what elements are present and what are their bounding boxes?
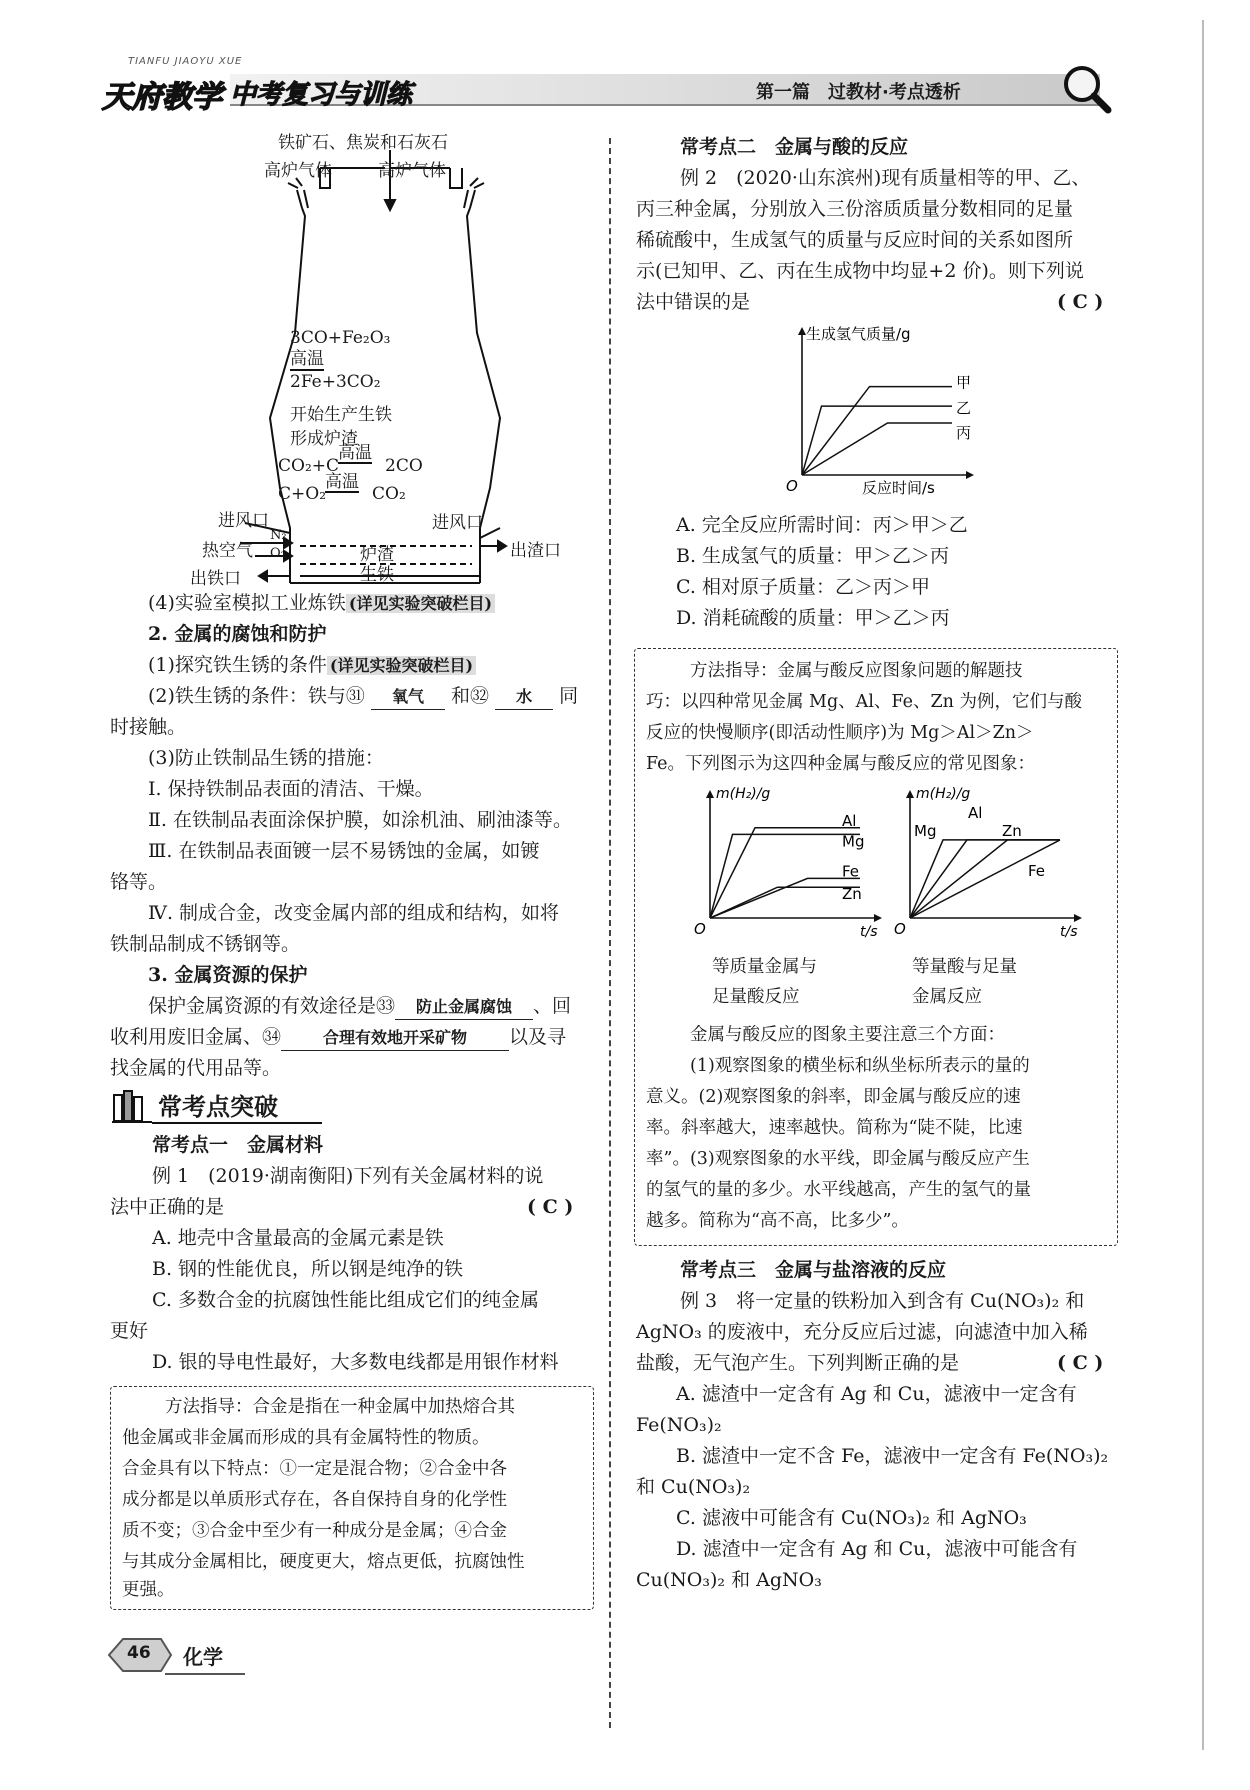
corrosion-p1-text: (1)探究铁生锈的条件 [148, 654, 327, 676]
series-label-2: 丙 [956, 424, 972, 442]
o2-label: O₂ [270, 546, 286, 561]
books-icon [112, 1089, 152, 1123]
furnace-gas-right: 高炉气体 [378, 161, 446, 181]
guide1-line-6: 与其成分金属相比，硬度更大，熔点更低，抗腐蚀性 [122, 1552, 525, 1572]
guide2-line-8: 率。斜率越大，速率越快。简称为“陡不陡，比速 [646, 1118, 1023, 1138]
ex1-option-b: B. 钢的性能优良，所以钢是纯净的铁 [152, 1258, 464, 1280]
hot-air-label: 热空气 [202, 541, 253, 561]
guide2-line-1: 方法指导：金属与酸反应图象问题的解题技 [690, 661, 1023, 681]
resources-line-2 [110, 1022, 566, 1053]
item-4-text: (4)实验室模拟工业炼铁 [148, 592, 346, 614]
y-axis-arrow [706, 790, 714, 798]
section-heading-text: 常考点突破 [158, 1093, 278, 1121]
guide2-line-6: (1)观察图象的横坐标和纵坐标所表示的量的 [690, 1056, 1030, 1076]
footer-rule [165, 1673, 245, 1675]
origin-label: O [694, 920, 706, 938]
series-line-2 [710, 878, 860, 918]
right-edge-rule [1202, 20, 1204, 1750]
eq2-products: 2CO [385, 456, 423, 476]
section-heading [112, 1085, 322, 1125]
ex3-option-d2: Cu(NO₃)₂ 和 AgNO₃ [636, 1569, 822, 1591]
ex3-stem-3: 盐酸，无气泡产生。下列判断正确的是 [636, 1352, 960, 1374]
series-line-1 [710, 834, 860, 918]
section-title: 第一篇 过教材·考点透析 [756, 82, 961, 103]
series-label-1: Mg [842, 832, 865, 851]
series-line-1 [802, 406, 952, 475]
guide2-line-4: Fe。下列图示为这四种金属与酸反应的常见图象： [646, 754, 1036, 774]
y-axis-label: m(H₂)/g [916, 786, 971, 802]
section-heading-rule [152, 1122, 322, 1124]
guide1-line-7: 更强。 [122, 1580, 175, 1600]
guide2-line-5: 金属与酸反应的图象主要注意三个方面： [690, 1025, 1005, 1045]
ex3-option-a2: Fe(NO₃)₂ [636, 1414, 722, 1436]
series-label-2: Zn [1002, 821, 1022, 840]
heading-resources: 3. 金属资源的保护 [148, 964, 308, 986]
resources-1a: 保护金属资源的有效途径是㉝ [148, 995, 396, 1017]
ex1-answer: ( C ) [527, 1196, 574, 1218]
corrosion-p2-cont: 时接触。 [110, 716, 187, 738]
ex1-option-c1: C. 多数合金的抗腐蚀性能比组成它们的纯金属 [152, 1289, 539, 1311]
furnace-top-label: 铁矿石、焦炭和石灰石 [278, 133, 448, 153]
resources-1b: 、回 [533, 995, 572, 1017]
guide2-line-7: 意义。(2)观察图象的斜率，即金属与酸反应的速 [646, 1087, 1021, 1107]
ex2-option-a: A. 完全反应所需时间：丙＞甲＞乙 [676, 514, 968, 536]
page-footer [105, 1635, 245, 1677]
x-axis-arrow [874, 914, 882, 922]
ex3-option-a1: A. 滤渣中一定含有 Ag 和 Cu，滤液中一定含有 [676, 1383, 1077, 1405]
ex1-stem-1: 例 1 (2019·湖南衡阳)下列有关金属材料的说 [152, 1165, 544, 1187]
page-header [80, 56, 1130, 115]
example2-chart [780, 325, 1020, 515]
heading-corrosion: 2. 金属的腐蚀和防护 [148, 623, 327, 645]
eq3-reactants: C+O₂ [278, 484, 327, 504]
x-axis-arrow [966, 471, 974, 479]
eq1-products: 2Fe+3CO₂ [290, 372, 381, 392]
series-label-1: 乙 [956, 399, 972, 418]
measure-3a: Ⅲ. 在铁制品表面镀一层不易锈蚀的金属，如镀 [148, 840, 540, 862]
ex3-option-b1: B. 滤渣中一定不含 Fe，滤液中一定含有 Fe(NO₃)₂ [676, 1445, 1109, 1467]
blast-furnace-diagram [180, 128, 600, 593]
guide2-line-3: 反应的快慢顺序(即活动性顺序)为 Mg＞Al＞Zn＞ [646, 723, 1034, 743]
series-line-0 [710, 828, 860, 918]
caption-2-line-1: 等量酸与足量 [912, 957, 1017, 977]
ex3-stem-1: 例 3 将一定量的铁粉加入到含有 Cu(NO₃)₂ 和 [680, 1290, 1085, 1312]
brand-small: TIANFU JIAOYU XUE [128, 56, 243, 67]
kp2-title: 常考点二 金属与酸的反应 [680, 136, 909, 158]
equal-acid-chart [890, 780, 1090, 955]
equal-metal-chart [690, 780, 890, 955]
answer-34: 合理有效地开采矿物 [281, 1026, 509, 1051]
furnace-note-2: 形成炉渣 [290, 429, 358, 449]
ex2-stem-1: 例 2 (2020·山东滨州)现有质量相等的甲、乙、 [680, 167, 1091, 189]
x-axis-label: 反应时间/s [862, 479, 935, 497]
inlet-left-label: 进风口 [218, 511, 269, 531]
inlet-right-label: 进风口 [432, 513, 483, 533]
eq2-condition: 高温 [338, 443, 372, 463]
iron-exit-label: 出铁口 [190, 569, 241, 589]
corrosion-p2-b: 和㉜ [451, 685, 490, 707]
y-axis-arrow [798, 327, 806, 335]
guide2-line-11: 越多。简称为“高不高，比多少”。 [646, 1211, 909, 1231]
guide2-line-9: 率”。(3)观察图象的水平线，即金属与酸反应产生 [646, 1149, 1030, 1169]
ex2-stem-4: 示(已知甲、乙、丙在生成物中均显+2 价)。则下列说 [636, 260, 1084, 282]
ex2-option-c: C. 相对原子质量：乙＞丙＞甲 [676, 576, 930, 598]
series-label-0: Al [842, 811, 857, 830]
magnifier-icon [1060, 62, 1116, 114]
guide2-line-10: 的氢气的量的多少。水平线越高，产生的氢气的量 [646, 1180, 1031, 1200]
ex3-answer: ( C ) [1057, 1352, 1104, 1374]
kp3-title: 常考点三 金属与盐溶液的反应 [680, 1259, 947, 1281]
corrosion-p2-a: (2)铁生锈的条件：铁与㉛ [148, 685, 365, 707]
furnace-gas-left: 高炉气体 [264, 161, 332, 181]
ex1-option-c2: 更好 [110, 1320, 149, 1342]
resources-2b: 以及寻 [509, 1026, 567, 1048]
x-axis-label: t/s [1060, 924, 1078, 940]
resources-line-1 [148, 991, 571, 1022]
ex3-stem-2: AgNO₃ 的废液中，充分反应后过滤，向滤渣中加入稀 [636, 1321, 1088, 1343]
answer-33: 防止金属腐蚀 [395, 995, 533, 1020]
measure-1: Ⅰ. 保持铁制品表面的清洁、干燥。 [148, 778, 434, 800]
origin-label: O [894, 920, 906, 938]
measure-2: Ⅱ. 在铁制品表面涂保护膜，如涂机油、刷油漆等。 [148, 809, 572, 831]
caption-2-line-2: 金属反应 [912, 987, 982, 1007]
ex2-stem-2: 丙三种金属，分别放入三份溶质质量分数相同的足量 [636, 198, 1074, 220]
item-4-tag: (详见实验突破栏目) [346, 594, 495, 613]
pig-iron-label: 生铁 [360, 565, 394, 585]
ex1-stem-2: 法中正确的是 [110, 1196, 225, 1218]
series-label-0: 甲 [956, 373, 972, 392]
corrosion-p1-tag: (详见实验突破栏目) [327, 656, 476, 675]
brand-logo: 天府教学 [102, 80, 222, 115]
caption-1-line-1: 等质量金属与 [712, 957, 817, 977]
guide1-line-1-text: 方法指导：合金是指在一种金属中加热熔合其 [165, 1397, 515, 1417]
guide1-line-3: 合金具有以下特点：①一定是混合物；②合金中各 [122, 1459, 507, 1479]
slag-exit-label: 出渣口 [510, 541, 561, 561]
guide1-line-5: 质不变；③合金中至少有一种成分是金属；④合金 [122, 1521, 507, 1541]
y-axis-arrow [906, 790, 914, 798]
ex2-option-b: B. 生成氢气的质量：甲＞乙＞丙 [676, 545, 950, 567]
y-axis-label: 生成氢气质量/g [806, 325, 911, 343]
guide1-line-1 [165, 1392, 515, 1423]
series-label-0: Mg [914, 821, 937, 840]
page-number: 46 [127, 1643, 151, 1663]
eq2-reactants: CO₂+C [278, 456, 340, 476]
n2-label: N₂ [270, 528, 287, 543]
measure-3b: 铬等。 [110, 871, 168, 893]
caption-1-line-2: 足量酸反应 [712, 987, 800, 1007]
x-axis-label: t/s [860, 924, 878, 940]
corrosion-p1 [148, 650, 476, 681]
eq3-condition: 高温 [325, 472, 359, 492]
ex2-stem-5: 法中错误的是 [636, 291, 751, 313]
kp1-title: 常考点一 金属材料 [152, 1134, 324, 1156]
ex1-option-a: A. 地壳中含量最高的金属元素是铁 [152, 1227, 444, 1249]
series-label-3: Fe [1028, 861, 1046, 880]
column-divider [609, 138, 611, 1728]
ex3-option-b2: 和 Cu(NO₃)₂ [636, 1476, 751, 1498]
origin-label: O [786, 477, 798, 495]
measure-4a: Ⅳ. 制成合金，改变金属内部的组成和结构，如将 [148, 902, 560, 924]
resources-2a: 收利用废旧金属、㉞ [110, 1026, 282, 1048]
item-4 [148, 588, 495, 619]
y-axis-label: m(H₂)/g [716, 786, 771, 802]
eq1-reactants: 3CO+Fe₂O₃ [290, 328, 391, 348]
ex2-option-d: D. 消耗硫酸的质量：甲＞乙＞丙 [676, 607, 950, 629]
ex2-stem-3: 稀硫酸中，生成氢气的质量与反应时间的关系如图所 [636, 229, 1074, 251]
answer-31: 氧气 [371, 685, 445, 710]
series-label-2: Fe [842, 862, 860, 881]
corrosion-p2-c: 同 [559, 685, 579, 707]
series-line-2 [802, 423, 952, 475]
answer-32: 水 [495, 685, 553, 710]
guide1-line-2: 他金属或非金属而形成的具有金属特性的物质。 [122, 1428, 490, 1448]
subject-label: 化学 [183, 1645, 223, 1669]
corrosion-p3: (3)防止铁制品生锈的措施： [148, 747, 384, 769]
resources-line-3: 找金属的代用品等。 [110, 1057, 282, 1079]
guide1-line-4: 成分都是以单质形式存在，各自保持自身的化学性 [122, 1490, 507, 1510]
x-axis-arrow [1074, 914, 1082, 922]
series-line-3 [710, 887, 860, 918]
eq3-products: CO₂ [372, 484, 406, 504]
ex3-option-c: C. 滤液中可能含有 Cu(NO₃)₂ 和 AgNO₃ [676, 1507, 1027, 1529]
series-label-1: Al [968, 803, 983, 822]
furnace-note-1: 开始生产生铁 [290, 405, 392, 425]
slag-label: 炉渣 [360, 545, 394, 565]
series-title: 中考复习与训练 [230, 80, 413, 110]
ex3-option-d1: D. 滤渣中一定含有 Ag 和 Cu，滤液中可能含有 [676, 1538, 1078, 1560]
measure-4b: 铁制品制成不锈钢等。 [110, 933, 301, 955]
corrosion-p2 [148, 681, 578, 712]
ex2-answer: ( C ) [1057, 291, 1104, 313]
guide2-line-2: 巧：以四种常见金属 Mg、Al、Fe、Zn 为例，它们与酸 [646, 692, 1082, 712]
eq1-condition: 高温 [290, 349, 324, 369]
ex1-option-d: D. 银的导电性最好，大多数电线都是用银作材料 [152, 1351, 559, 1373]
series-label-3: Zn [842, 885, 862, 904]
